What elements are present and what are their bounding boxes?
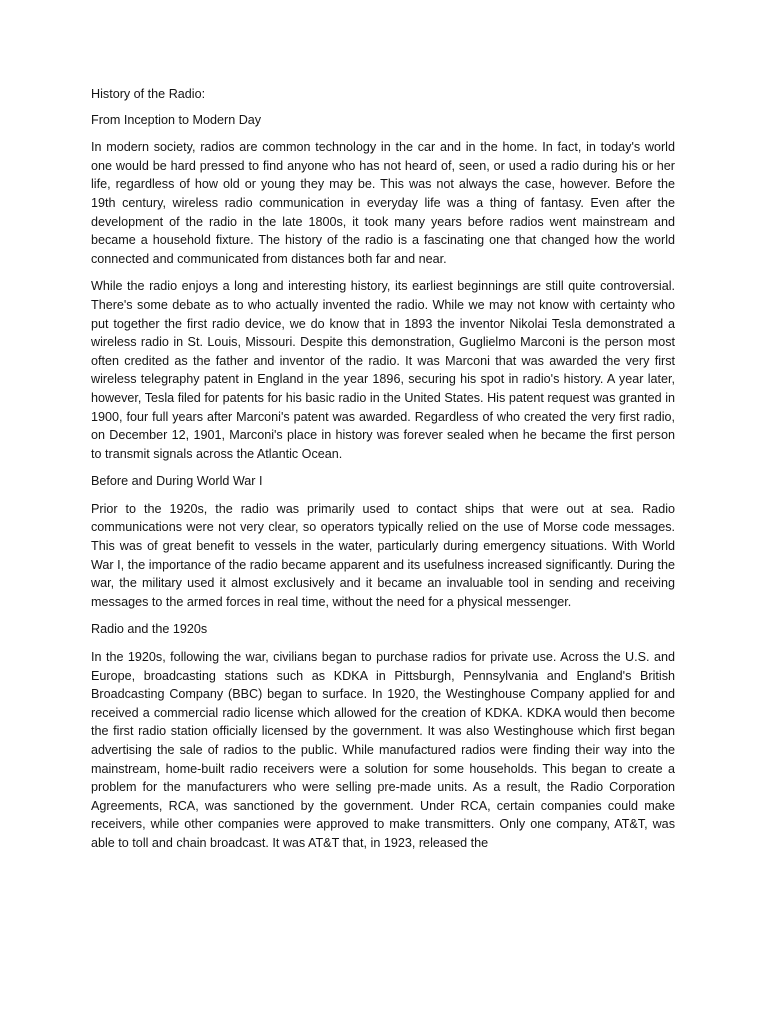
- document-page: [91, 80, 675, 853]
- section-paragraph-1920s: In the 1920s, following the war, civilians began to purchase radios for private use. Across the U.S. and Europe, broadcasting stations such as KDKA in Pittsburgh, Pennsylvania and England's British Broadcasting Company (BBC) began to surface. In 1920, the Westinghouse Company applied for and received a commercial radio license which allowed for the creation of KDKA. KDKA would then become the first radio station officially licensed by the government. It was also Westinghouse which first began advertising the sale of radios to the public. While manufactured radios were finding their way into the mainstream, home-built radio receivers were a solution for some households. This began to create a problem for the manufacturers who were selling pre-made units. As a result, the Radio Corporation Agreements, RCA, was sanctioned by the government. Under RCA, certain companies could make receivers, while other companies were approved to make transmitters. Only one company, AT&T, was able to toll and chain broadcast. It was AT&T that, in 1923, released the: [91, 650, 675, 850]
- intro-paragraph-2: While the radio enjoys a long and interesting history, its earliest beginnings are still quite controversial. There's some debate as to who actually invented the radio. While we may not know with certainty who put together the first radio device, we do know that in 1893 the inventor Nikolai Tesla demonstrated a wireless radio in St. Louis, Missouri. Despite this demonstration, Guglielmo Marconi is the person most often credited as the father and inventor of the radio. It was Marconi that was awarded the very first wireless telegraphy patent in England in the year 1896, securing his spot in radio's history. A year later, however, Tesla filed for patents for his basic radio in the United States. His patent request was granted in 1900, four full years after Marconi's patent was awarded. Regardless of who created the very first radio, on December 12, 1901, Marconi's place in history was forever sealed when he became the first person to transmit signals across the Atlantic Ocean.: [91, 279, 675, 461]
- document-title: History of the Radio:: [91, 87, 206, 101]
- intro-paragraph-1: In modern society, radios are common technology in the car and in the home. In fact, in today's world one would be hard pressed to find anyone who has not heard of, seen, or used a radio during his or her life, regardless of how old or young they may be. This was not always the case, however. Before the 19th century, wireless radio communication in everyday life was a thing of fantasy. Even after the development of the radio in the late 1800s, it took many years before radios went mainstream and became a household fixture. The history of the radio is a fascinating one that changed how the world connected and communicated from distances both far and near.: [91, 140, 675, 266]
- section-heading-1920s: Radio and the 1920s: [91, 622, 208, 637]
- section-paragraph-ww1: Prior to the 1920s, the radio was primarily used to contact ships that were out at sea. Radio communications were not very clear, so operators typically relied on the use of Morse code messages. This was of great benefit to vessels in the water, particularly during emergency situations. With World War I, the importance of the radio became apparent and its usefulness increased significantly. During the war, the military used it almost exclusively and it became an invaluable tool in sending and receiving messages to the armed forces in real time, without the need for a physical messenger.: [91, 501, 675, 609]
- document-subtitle: From Inception to Modern Day: [91, 112, 262, 127]
- section-heading-ww1: Before and During World War I: [91, 474, 263, 489]
